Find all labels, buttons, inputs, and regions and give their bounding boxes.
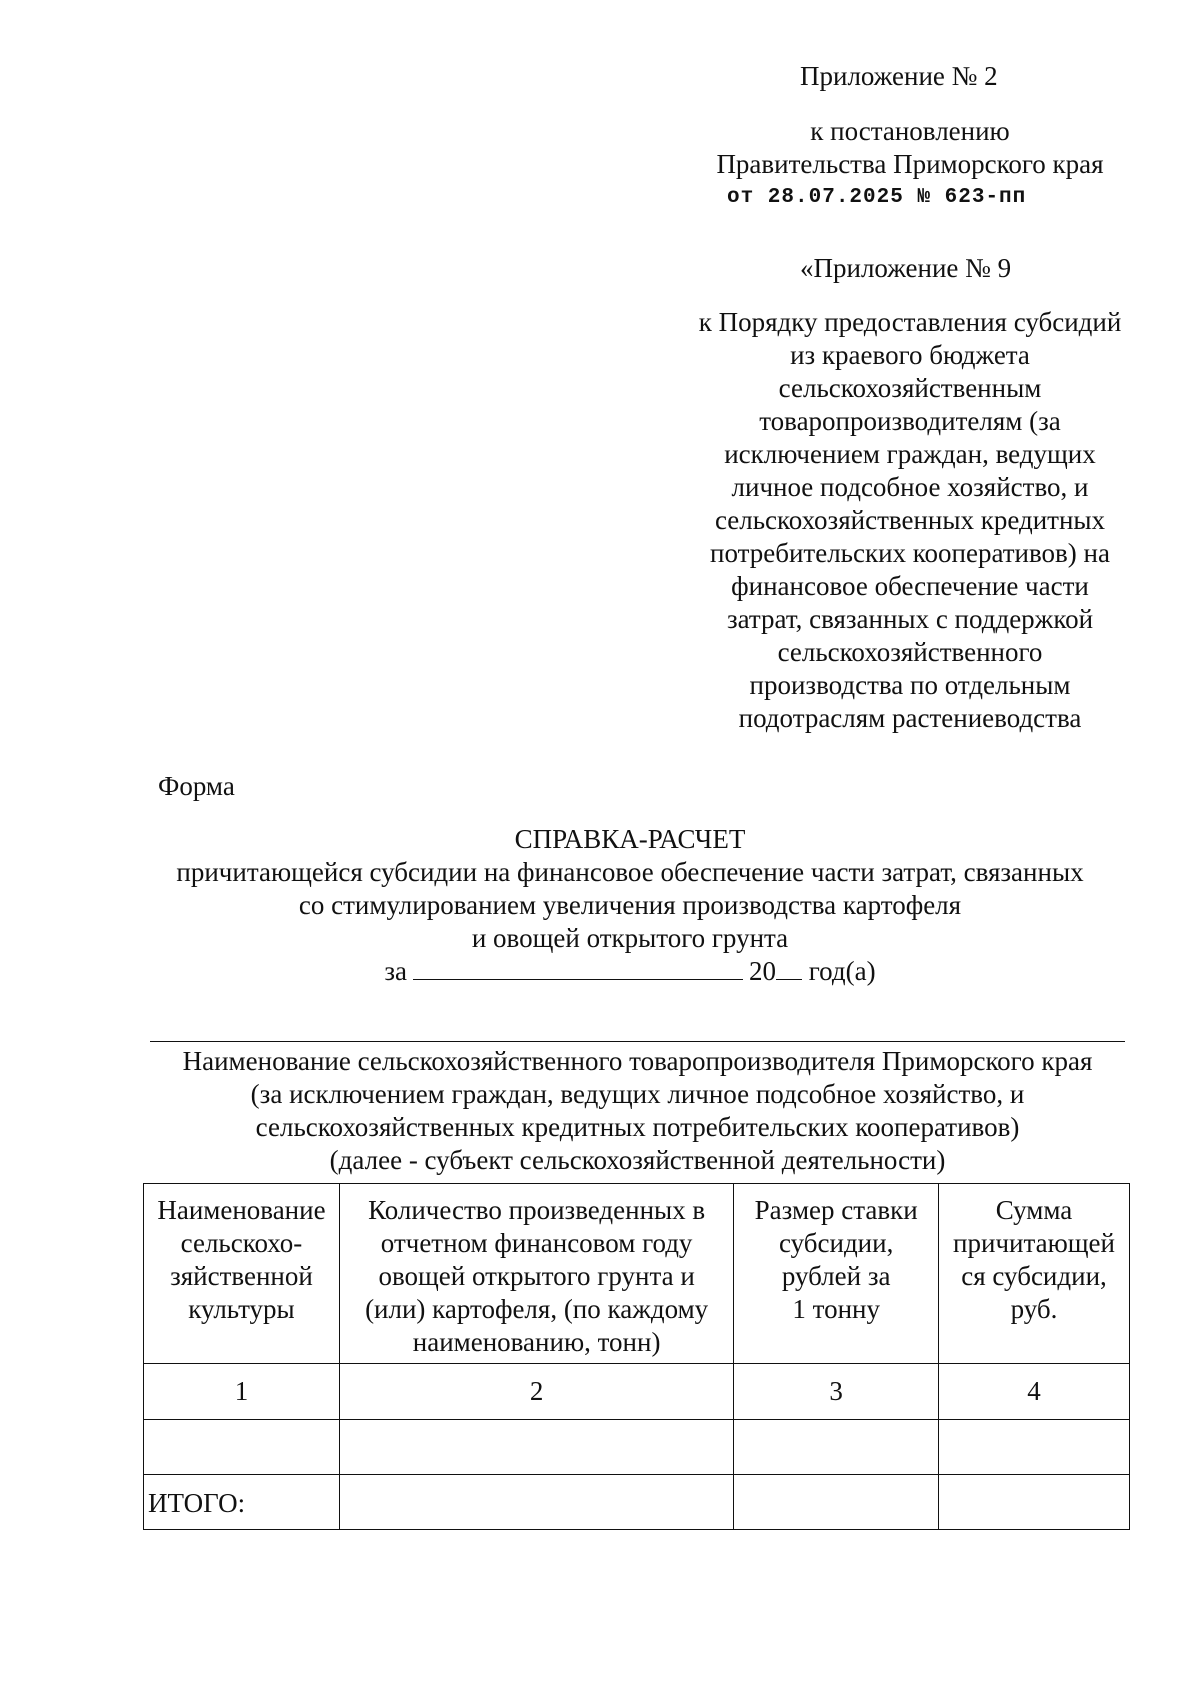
column-number: 4 [939,1364,1130,1420]
header-line: наименованию, тонн) [412,1327,661,1357]
column-number-row [144,1364,1130,1420]
header-line: сельскохо- [180,1228,303,1258]
resolution-line: к постановлению [810,116,1010,146]
procedure-line: подотраслям растениеводства [738,703,1082,733]
header-line: Количество произведенных в [368,1195,706,1225]
total-row [144,1475,1130,1530]
header-rate [734,1184,939,1364]
procedure-line: затрат, связанных с поддержкой [726,604,1094,634]
period-line [130,955,1130,988]
caption-line: (далее - субъект сельскохозяйственной деятельности) [329,1145,946,1175]
procedure-reference [680,306,1140,735]
procedure-line: сельскохозяйственного [777,637,1043,667]
total-amount-cell[interactable] [939,1475,1130,1530]
title-line: и овощей открытого грунта [471,923,789,953]
document-title [130,823,1130,955]
year-blank-field[interactable] [776,955,802,980]
header-line: Наименование [157,1195,326,1225]
header-line: культуры [188,1294,295,1324]
total-rate-cell[interactable] [734,1475,939,1530]
procedure-line: производства по отдельным [749,670,1071,700]
period-year: 20 [749,956,777,986]
appendix-2-label: Приложение № 2 [800,61,998,91]
caption-line: Наименование сельскохозяйственного товаропроизводителя Приморского края [182,1046,1093,1076]
resolution-reference [680,115,1140,181]
total-quantity-cell[interactable] [339,1475,733,1530]
header-quantity [339,1184,733,1364]
resolution-date-stamp: от 28.07.2025 № 623-пп [727,186,1027,209]
procedure-line: личное подсобное хозяйство, и [731,472,1089,502]
period-prefix: за [384,956,408,986]
procedure-line: товаропроизводителям (за [759,406,1061,436]
title-line: со стимулированием увеличения производства картофеля [298,890,962,920]
producer-name-blank-line[interactable] [150,1041,1125,1042]
header-crop-name [144,1184,340,1364]
header-line: рублей за [781,1261,891,1291]
procedure-line: из краевого бюджета [790,340,1030,370]
procedure-line: сельскохозяйственным [778,373,1042,403]
form-label: Форма [158,771,235,801]
caption-line: (за исключением граждан, ведущих личное подсобное хозяйство, и [250,1079,1025,1109]
period-suffix: год(а) [808,956,876,986]
title-line: причитающейся субсидии на финансовое обеспечение части затрат, связанных [176,857,1084,887]
header-amount [939,1184,1130,1364]
header-line: (или) картофеля, (по каждому [365,1294,709,1324]
header-line: руб. [1010,1294,1058,1324]
total-label: ИТОГО: [144,1475,340,1530]
procedure-line: потребительских кооперативов) на [710,538,1110,568]
subsidy-calculation-table [143,1183,1130,1530]
header-line: ся субсидии, [961,1261,1107,1291]
procedure-line: сельскохозяйственных кредитных [714,505,1106,535]
caption-line: сельскохозяйственных кредитных потребительских кооперативов) [255,1112,1020,1142]
column-number: 3 [734,1364,939,1420]
quantity-cell[interactable] [339,1420,733,1475]
header-line: Размер ставки [754,1195,918,1225]
column-number: 2 [339,1364,733,1420]
column-number: 1 [144,1364,340,1420]
appendix-9-label: «Приложение № 9 [800,253,1012,283]
resolution-line: Правительства Приморского края [716,149,1104,179]
table-row [144,1420,1130,1475]
header-line: 1 тонну [792,1294,880,1324]
header-line: причитающей [953,1228,1115,1258]
procedure-line: к Порядку предоставления субсидий [698,307,1122,337]
title-main: СПРАВКА-РАСЧЕТ [514,824,746,854]
amount-cell[interactable] [939,1420,1130,1475]
rate-cell[interactable] [734,1420,939,1475]
crop-name-cell[interactable] [144,1420,340,1475]
header-line: Сумма [995,1195,1073,1225]
table-header-row [144,1184,1130,1364]
header-line: субсидии, [779,1228,894,1258]
period-blank-field[interactable] [413,955,743,980]
procedure-line: финансовое обеспечение части [731,571,1089,601]
header-line: овощей открытого грунта и [378,1261,695,1291]
header-line: отчетном финансовом году [380,1228,693,1258]
procedure-line: исключением граждан, ведущих [724,439,1096,469]
producer-name-caption [140,1045,1135,1177]
header-line: зяйственной [170,1261,313,1291]
